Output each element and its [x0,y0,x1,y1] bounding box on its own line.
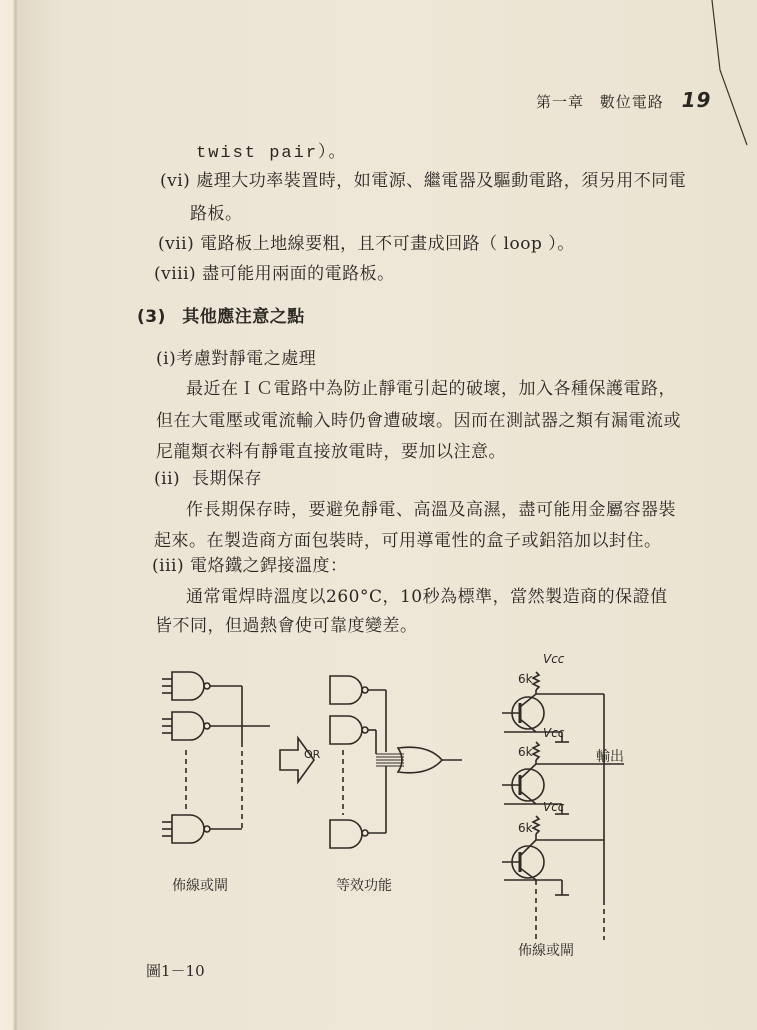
figure-caption: 圖1－10 [146,962,205,980]
item-marker: (vi) [160,171,191,191]
item-text: 盡可能用兩面的電路板。 [202,264,395,284]
paragraph-line: 但在大電壓或電流輸入時仍會遭破壞。因而在測試器之類有漏電流或 [156,411,681,431]
paragraph-line: 作長期保存時，要避免靜電、高溫及高濕，盡可能用金屬容器裝 [186,500,676,520]
item-vi [160,166,686,191]
subsection-title: 考慮對靜電之處理 [176,349,317,369]
or-label: OR [304,748,321,761]
item-text: 處理大功率裝置時，如電源、繼電器及驅動電路，須另用不同電 [196,171,687,191]
page-edge [0,0,18,1030]
right-caption: 佈線或閘 [518,943,574,959]
continuation-text: twist pair）。 [196,144,348,163]
subsection-ii-title [154,464,262,489]
vcc-label: Vcc [543,800,565,814]
nand-gate-icon [330,716,368,744]
section-heading [137,302,305,327]
nand-gate-icon [162,672,210,700]
nand-gate-icon [330,676,368,704]
or-gate-icon [398,747,442,773]
item-marker: (vii) [158,234,195,254]
chapter-label: 第一章 [536,93,585,111]
figure-1-10 [150,650,670,960]
item-vii [158,229,575,254]
section-title: 其他應注意之點 [182,307,305,327]
resistor-label: 6k [518,745,533,759]
item-vi-cont: 路板。 [190,204,243,224]
paragraph-line: 最近在ＩＣ電路中為防止靜電引起的破壞，加入各種保護電路， [186,379,676,399]
resistor-label: 6k [518,821,533,835]
paragraph-line: 起來。在製造商方面包裝時，可用導電性的盒子或鋁箔加以封住。 [154,531,662,551]
section-number: (3) [137,307,166,327]
vcc-label: Vcc [543,726,565,740]
left-caption: 佈線或閘 [172,878,228,894]
output-label: 輸出 [596,749,624,765]
subsection-title: 電烙鐵之銲接溫度： [189,556,348,576]
vcc-label: Vcc [543,652,565,666]
nand-gate-icon [330,820,368,848]
subsection-title: 長期保存 [192,469,263,489]
chapter-title: 數位電路 [599,93,664,111]
item-marker: (viii) [154,264,197,284]
page-number: 19 [681,88,712,112]
subsection-i-title [156,344,316,369]
subsection-iii-title [152,551,347,576]
item-viii [154,259,395,284]
item-text: 電路板上地線要粗，且不可畫成回路（ loop ）。 [200,234,575,254]
subsection-marker: (i) [156,349,177,369]
subsection-marker: (iii) [152,556,185,576]
middle-caption: 等效功能 [336,878,392,894]
subsection-marker: (ii) [154,469,181,489]
paragraph-line: 通常電焊時溫度以260°C，10秒為標準，當然製造商的保證值 [186,587,668,607]
nand-gate-icon [162,712,210,740]
paragraph-line: 皆不同，但過熱會使可靠度變差。 [155,616,418,636]
wired-or-diagram [150,650,670,960]
nand-gate-icon [162,815,210,843]
paragraph-line: 尼龍類衣料有靜電直接放電時，要加以注意。 [156,442,506,462]
resistor-label: 6k [518,672,533,686]
running-header [536,88,711,112]
